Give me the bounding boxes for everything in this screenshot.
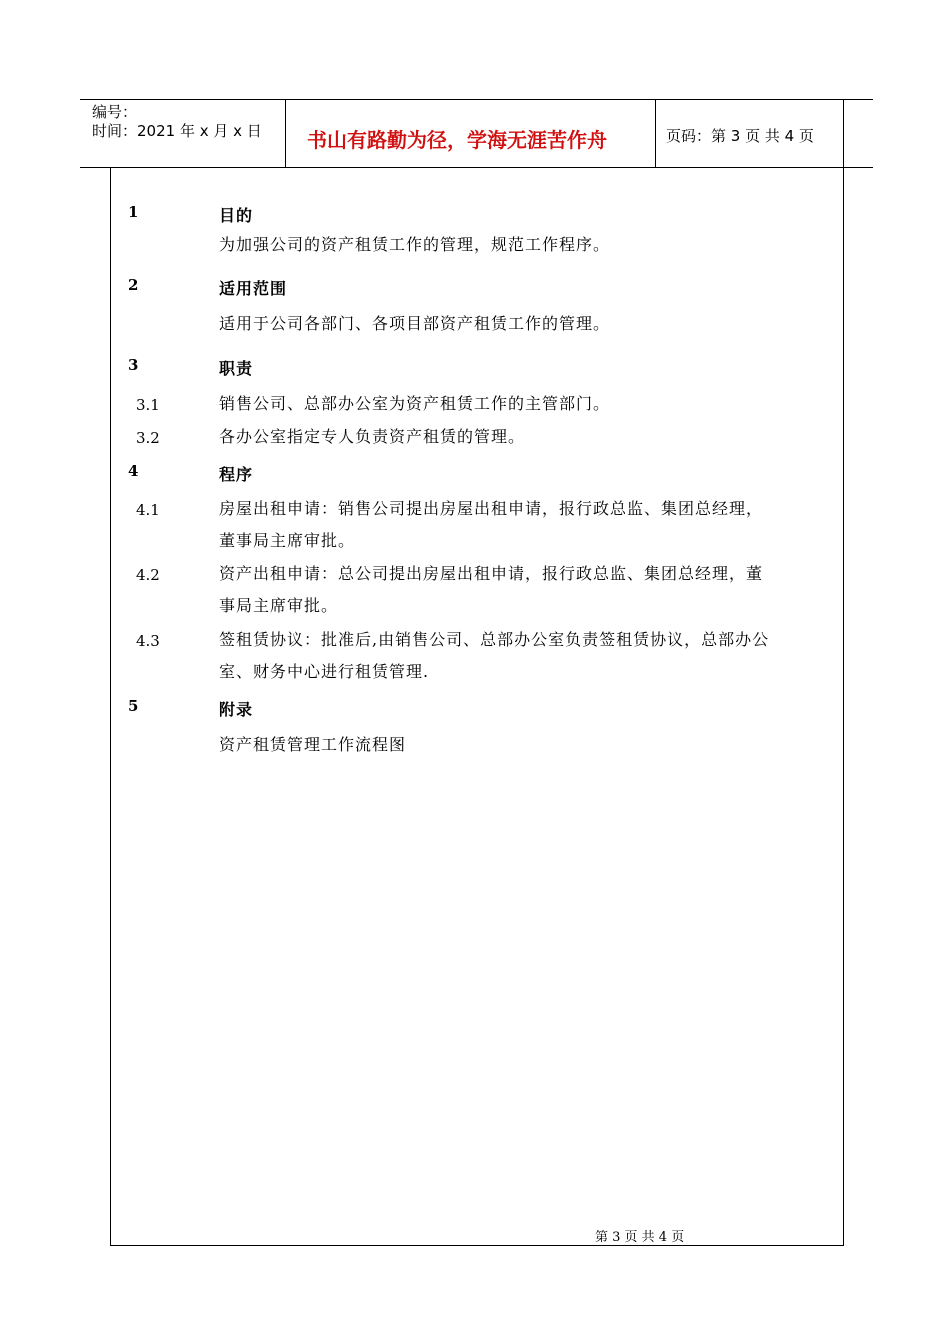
header-top-border bbox=[80, 99, 873, 100]
document-number-label: 编号： bbox=[92, 103, 138, 121]
header-divider-1 bbox=[285, 99, 286, 168]
section-body: 资产租赁管理工作流程图 bbox=[219, 735, 407, 754]
section-heading: 适用范围 bbox=[219, 279, 288, 298]
header-bottom-border bbox=[80, 167, 873, 168]
section-heading: 程序 bbox=[219, 465, 254, 484]
page-footer: 第 3 页 共 4 页 bbox=[595, 1230, 685, 1245]
section-heading: 职责 bbox=[219, 359, 254, 378]
section-number: 4 bbox=[128, 462, 139, 480]
section-heading: 附录 bbox=[219, 700, 254, 719]
item-text: 销售公司、总部办公室为资产租赁工作的主管部门。 bbox=[219, 394, 611, 413]
header-motto: 书山有路勤为径，学海无涯苦作舟 bbox=[307, 128, 607, 152]
section-number: 3 bbox=[128, 356, 139, 374]
frame-right-border bbox=[843, 167, 844, 1245]
frame-left-border bbox=[110, 167, 111, 1245]
item-text: 房屋出租申请：销售公司提出房屋出租申请，报行政总监、集团总经理， bbox=[219, 499, 764, 518]
document-date: 时间：2021 年 x 月 x 日 bbox=[92, 122, 262, 140]
item-number: 4.1 bbox=[136, 501, 160, 519]
section-number: 2 bbox=[128, 276, 139, 294]
header-divider-3 bbox=[843, 99, 844, 168]
page-indicator: 页码：第 3 页 共 4 页 bbox=[666, 127, 814, 145]
header-divider-2 bbox=[655, 99, 656, 168]
item-text: 签租赁协议：批准后,由销售公司、总部办公室负责签租赁协议，总部办公 bbox=[219, 630, 770, 649]
section-body: 适用于公司各部门、各项目部资产租赁工作的管理。 bbox=[219, 314, 611, 333]
item-number: 4.3 bbox=[136, 632, 160, 650]
item-text-continued: 事局主席审批。 bbox=[219, 596, 339, 615]
item-text-continued: 室、财务中心进行租赁管理. bbox=[219, 662, 430, 681]
item-number: 3.1 bbox=[136, 396, 160, 414]
item-text: 各办公室指定专人负责资产租赁的管理。 bbox=[219, 427, 526, 446]
item-text: 资产出租申请：总公司提出房屋出租申请，报行政总监、集团总经理，董 bbox=[219, 564, 764, 583]
item-number: 3.2 bbox=[136, 429, 160, 447]
frame-bottom-border bbox=[110, 1245, 844, 1246]
section-number: 5 bbox=[128, 697, 139, 715]
section-body: 为加强公司的资产租赁工作的管理，规范工作程序。 bbox=[219, 235, 611, 254]
item-text-continued: 董事局主席审批。 bbox=[219, 531, 356, 550]
item-number: 4.2 bbox=[136, 566, 160, 584]
section-heading: 目的 bbox=[219, 206, 254, 225]
section-number: 1 bbox=[128, 203, 139, 221]
